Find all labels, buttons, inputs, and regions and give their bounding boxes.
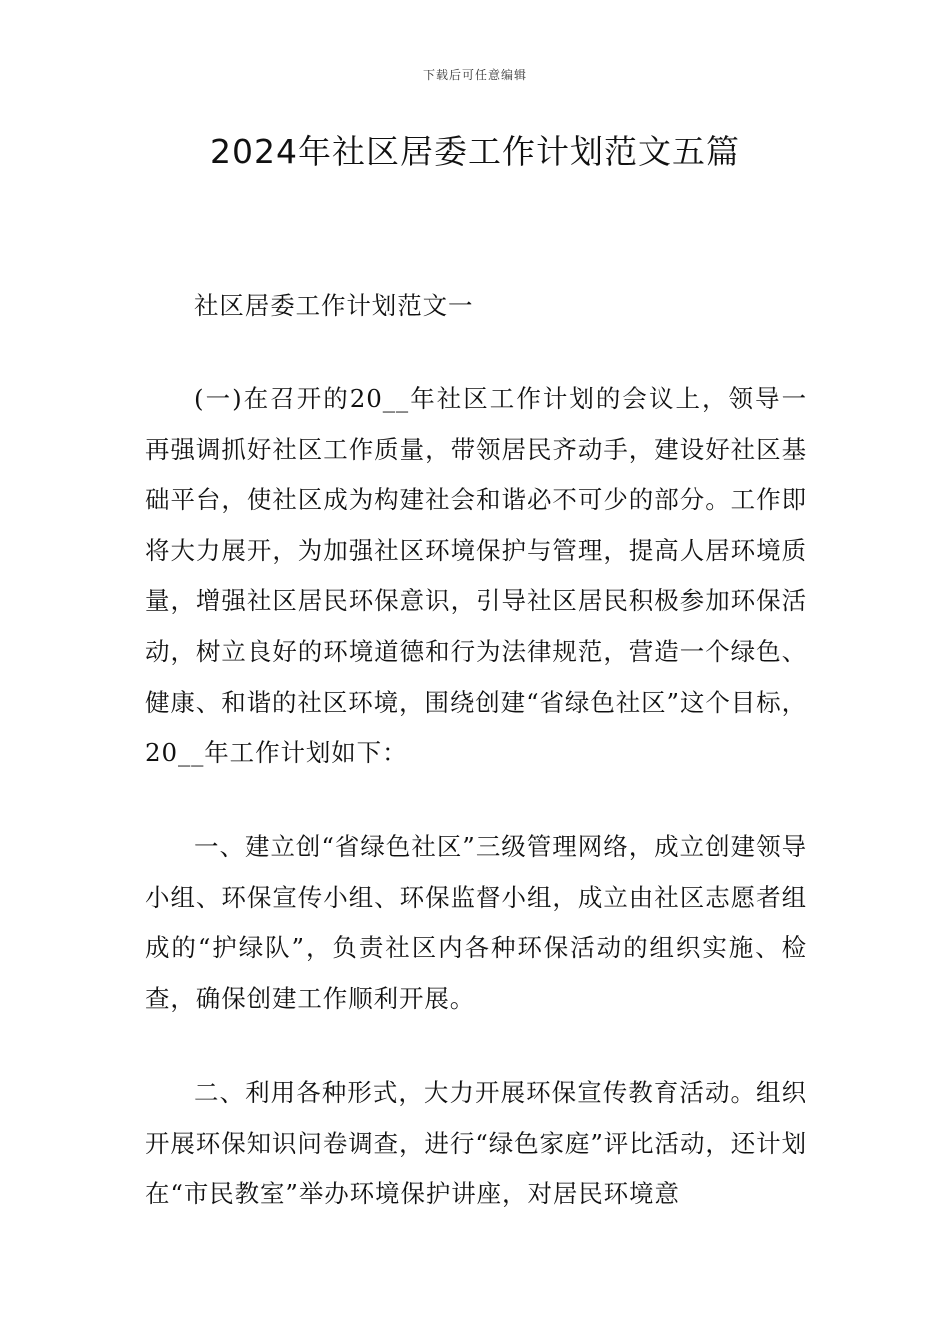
document-title: 2024年社区居委工作计划范文五篇 (210, 132, 740, 171)
section-heading: 社区居委工作计划范文一 (194, 291, 474, 320)
header-note: 下载后可任意编辑 (422, 68, 527, 82)
paragraph-intro: (一)在召开的20__年社区工作计划的会议上，领导一再强调抓好社区工作质量，带领居民齐动手，建设好社区基础平台，使社区成为构建社会和谐必不可少的部分。工作即将大力展开，为加强社区环境保护与管理，提高人居环境质量，增强社区居民环保意识，引导社区居民积极参加环保活动，树立良好的环境道德和行为法律规范，营造一个绿色、健康、和谐的社区环境，围绕创建“省绿色社区”这个目标，20__年工作计划如下： (145, 384, 807, 768)
paragraph-item-two: 二、利用各种形式，大力开展环保宣传教育活动。组织开展环保知识问卷调查，进行“绿色家庭”评比活动，还计划在“市民教室”举办环境保护讲座，对居民环境意 (145, 1078, 807, 1209)
paragraph-item-one: 一、建立创“省绿色社区”三级管理网络，成立创建领导小组、环保宣传小组、环保监督小组，成立由社区志愿者组成的“护绿队”，负责社区内各种环保活动的组织实施、检查，确保创建工作顺利开展。 (145, 832, 807, 1013)
